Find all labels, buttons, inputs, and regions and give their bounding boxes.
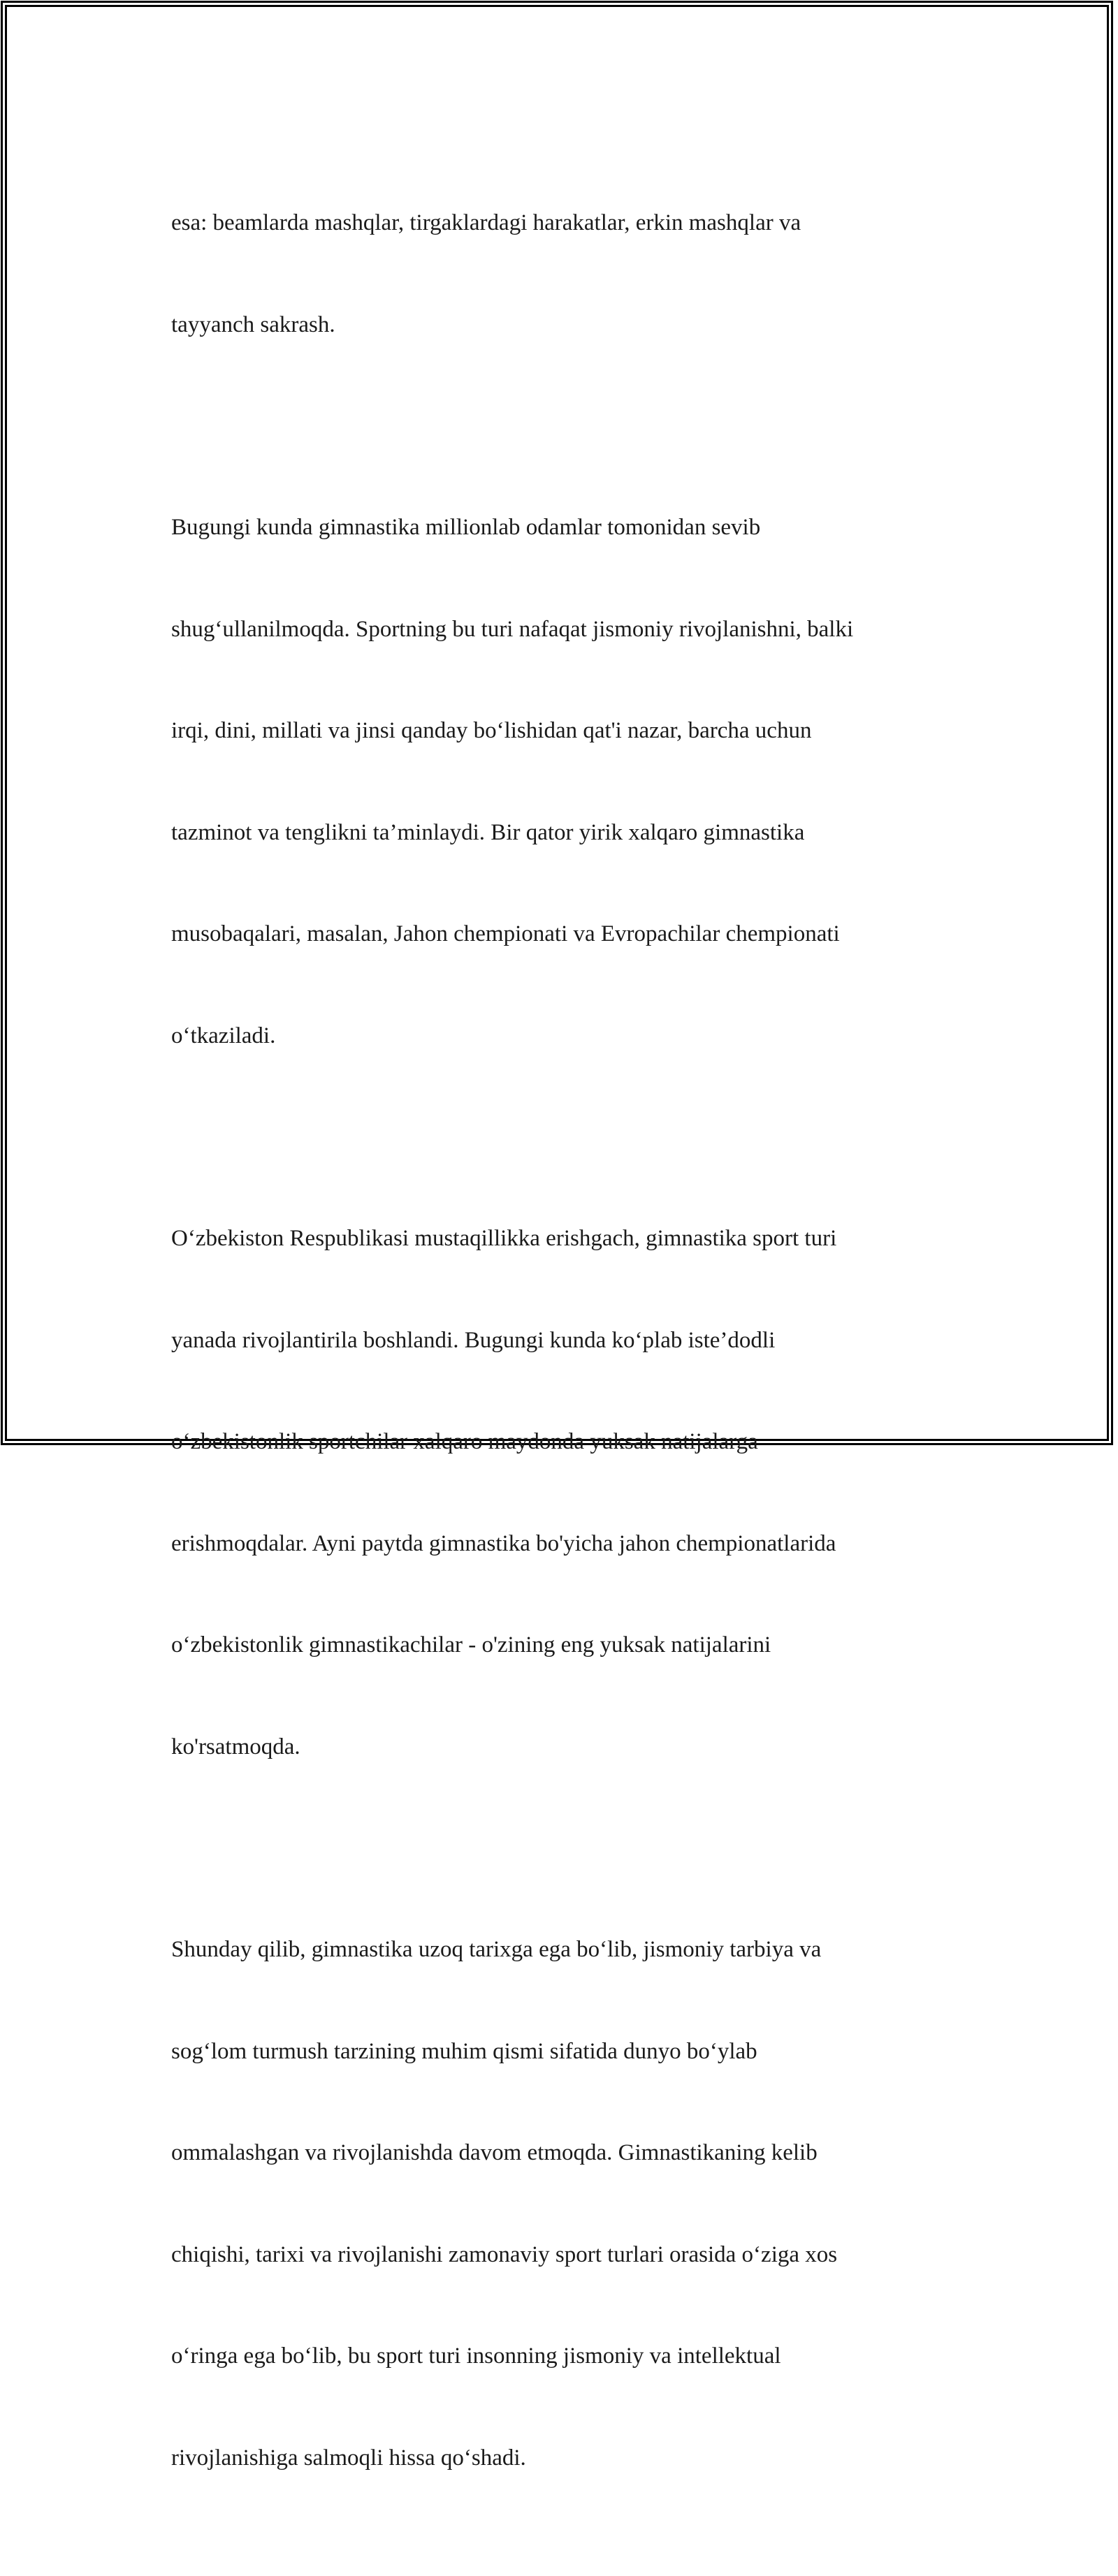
text-line: chiqishi, tarixi va rivojlanishi zamonaviy sport turlari orasida o‘ziga xos — [171, 2241, 838, 2267]
page-content — [171, 138, 947, 2576]
paragraph-3 — [171, 1154, 947, 1831]
text-line: irqi, dini, millati va jinsi qanday bo‘lishidan qat'i nazar, barcha uchun — [171, 718, 812, 743]
text-line: o‘ringa ega bo‘lib, bu sport turi insonning jismoniy va intellektual — [171, 2343, 781, 2369]
text-line: rivojlanishiga salmoqli hissa qo‘shadi. — [171, 2445, 526, 2471]
text-line: o‘tkaziladi. — [171, 1023, 276, 1048]
text-line: Shunday qilib, gimnastika uzoq tarixga ega bo‘lib, jismoniy tarbiya va — [171, 1937, 822, 1962]
text-line: esa: beamlarda mashqlar, tirgaklardagi harakatlar, erkin mashqlar va — [171, 210, 801, 235]
text-line: erishmoqdalar. Ayni paytda gimnastika bo'yicha jahon chempionatlarida — [171, 1530, 836, 1556]
text-line: tayyanch sakrash. — [171, 312, 335, 337]
text-line: shug‘ullanilmoqda. Sportning bu turi nafaqat jismoniy rivojlanishni, balki — [171, 616, 854, 642]
paragraph-1 — [171, 138, 947, 409]
text-line: Bugungi kunda gimnastika millionlab odamlar tomonidan sevib — [171, 515, 761, 540]
text-line: sog‘lom turmush tarzining muhim qismi sifatida dunyo bo‘ylab — [171, 2038, 757, 2064]
paragraph-2 — [171, 443, 947, 1120]
paragraph-4 — [171, 1865, 947, 2542]
page-frame — [5, 5, 1109, 2471]
text-line: o‘zbekistonlik gimnastikachilar - o'zining eng yuksak natijalarini — [171, 1632, 771, 1657]
text-line: o‘zbekistonlik sportchilar xalqaro maydonda yuksak natijalarga — [171, 1429, 758, 1454]
text-line: yanada rivojlantirila boshlandi. Bugungi kunda ko‘plab iste’dodli — [171, 1327, 776, 1353]
text-line: O‘zbekiston Respublikasi mustaqillikka erishgach, gimnastika sport turi — [171, 1226, 837, 1251]
text-line: tazminot va tenglikni ta’minlaydi. Bir qator yirik xalqaro gimnastika — [171, 819, 805, 845]
text-line: ommalashgan va rivojlanishda davom etmoqda. Gimnastikaning kelib — [171, 2140, 818, 2165]
text-line: ko'rsatmoqda. — [171, 1734, 300, 1759]
text-line: musobaqalari, masalan, Jahon chempionati va Evropachilar chempionati — [171, 921, 840, 946]
